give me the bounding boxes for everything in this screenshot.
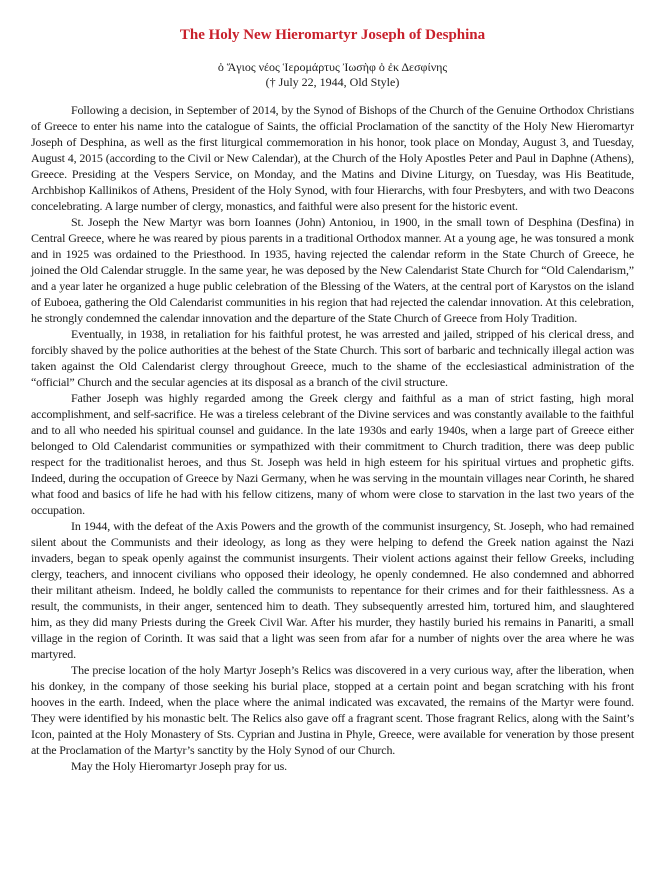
closing-paragraph: May the Holy Hieromartyr Joseph pray for us.	[71, 759, 288, 773]
date-line: († July 22, 1944, Old Style)	[265, 75, 400, 89]
paragraph: Eventually, in 1938, in retaliation for his faithful protest, he was arrested and jailed, stripped of his clerical dress, and forcibly shaved by the police authorities at the behest of the State Church. This sort of barbaric and technically illegal action was taken against the Old Calendarist clergy throughout Greece, much to the shame of the ecclesiastical administration of the “official” Church and the secular agencies at its disposal as a branch of the civil structure.	[31, 327, 634, 389]
paragraph: The precise location of the holy Martyr Joseph’s Relics was discovered in a very curious way, after the liberation, when his donkey, in the company of those seeking his burial place, stopped at a certain point and began scratching with his front hooves in the earth. Indeed, when the place where the animal indicated was excavated, the remains of the Martyr were found. They were identified by his monastic belt. The Relics also gave off a fragrant scent. Those fragrant Relics, along with the Saint’s Icon, painted at the Holy Monastery of Sts. Cyprian and Justina in Phyle, Greece, were available for veneration by those present at the Proclamation of the Martyr’s sanctity by the Holy Synod of our Church.	[31, 663, 634, 757]
greek-title: ὁ Ἅγιος νέος Ἱερομάρτυς Ἰωσὴφ ὁ ἐκ Δεσφίνης	[217, 60, 448, 74]
paragraph: Father Joseph was highly regarded among the Greek clergy and faithful as a man of strict fasting, high moral accomplishment, and self-sacrifice. He was a tireless celebrant of the Divine services and was constantly available to the faithful and to all who needed his spiritual counsel and guidance. In the late 1930s and early 1940s, when a large part of Greece either belonged to Old Calendarist communities or sympathized with their commitment to Church tradition, there was deep public respect for the traditionalist heroes, and thus St. Joseph was held in high esteem for his spiritual virtues and prophetic gifts. Indeed, during the occupation of Greece by Nazi Germany, when he was serving in the mountain villages near Corinth, he shared what food and basics of life he had with his fellow citizens, many of whom were close to starvation in the last two years of the occupation.	[31, 391, 634, 517]
document-title: The Holy New Hieromartyr Joseph of Desphina	[179, 27, 486, 43]
paragraph: In 1944, with the defeat of the Axis Powers and the growth of the communist insurgency, St. Joseph, who had remained silent about the Communists and their ideology, as long as they were helping to defend the Greek nation against the Nazi invaders, began to speak openly against the communist insurgents. Their violent actions against their fellow Greeks, including clergy, teachers, and innocent civilians who opposed their ideology, he openly condemned. He also condemned and abhorred their militant atheism. Indeed, he boldly called the communists to repentance for their crimes and for their faithlessness. As a result, the communists, in their anger, sentenced him to death. They subsequently arrested him, tortured him, and slaughtered him, as they did many Priests during the Greek Civil War. After his murder, they hastily buried his remains in Panariti, a small village in the region of Corinth. It was said that a light was seen from afar for a number of nights over the area where he was martyred.	[31, 519, 634, 661]
paragraph: St. Joseph the New Martyr was born Ioannes (John) Antoniou, in 1900, in the small town of Desphina (Desfina) in Central Greece, where he was reared by pious parents in a traditional Orthodox manner. At a young age, he was tonsured a monk and in 1925 was ordained to the Priesthood. In 1935, having rejected the calendar reform in the State Church of Greece, he joined the Old Calendar struggle. In the same year, he was deposed by the New Calendarist State Church for “Old Calendarism,” and a year later he organized a huge public celebration of the Blessing of the Waters, at the central port of Karystos on the island of Euboea, gathering the Old Calendarist communities in his region that had rejected the calendar innovation. At this celebration, he strongly condemned the calendar innovation and the departure of the State Church of Greece from Holy Tradition.	[31, 215, 634, 325]
document-body	[31, 102, 634, 774]
paragraph: Following a decision, in September of 2014, by the Synod of Bishops of the Church of the Genuine Orthodox Christians of Greece to enter his name into the catalogue of Saints, the official Proclamation of the sanctity of the Holy New Hieromartyr Joseph of Desphina, as well as the first liturgical commemoration in his honor, took place on Monday, August 3, and Tuesday, August 4, 2015 (according to the Civil or New Calendar), at the Church of the Holy Apostles Peter and Paul in Daphne (Athens), Greece. Presiding at the Vespers Service, on Monday, and the Matins and Divine Liturgy, on Tuesday, was His Beatitude, Archbishop Kallinikos of Athens, President of the Holy Synod, with four Hierarchs, with four Presbyters, and with two Deacons concelebrating. A large number of clergy, monastics, and faithful were also present for the historic event.	[31, 103, 634, 213]
